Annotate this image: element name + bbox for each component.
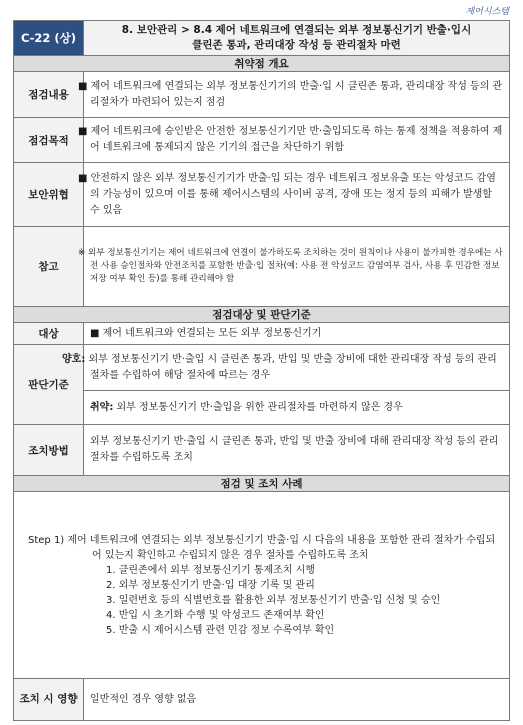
objective-label: 점검목적 <box>14 118 84 163</box>
judge-weak-row <box>14 391 510 425</box>
action-label: 조치방법 <box>14 425 84 476</box>
case-item-4: 4. 반입 시 초기화 수행 및 악성코드 존재여부 확인 <box>106 609 325 621</box>
checklist-table <box>13 20 510 721</box>
weak-prefix: 취약: <box>90 401 114 413</box>
note-label: 참고 <box>14 227 84 307</box>
item-title <box>84 21 510 56</box>
case-item-2: 2. 외부 정보통신기기 반출·입 대장 기록 및 관리 <box>106 579 315 591</box>
objective-row <box>14 118 510 163</box>
judge-good-row <box>14 345 510 391</box>
threat-text: ■ 안전하지 않은 외부 정보통신기기가 반출·입 되는 경우 네트워크 정보유출 또는 악성코드 감염의 가능성이 있으며 이를 통해 제어시스템의 사이버 공격, 장애 또는 정지 등의 피해가 발생할 수 있음 <box>84 163 510 227</box>
good-prefix: 양호: <box>62 353 86 365</box>
threat-label: 보안위협 <box>14 163 84 227</box>
action-row <box>14 425 510 476</box>
weak-text: 외부 정보통신기기 반·출입을 위한 관리절차를 마련하지 않은 경우 <box>113 401 403 413</box>
good-text: 외부 정보통신기기 반·출입 시 클린존 통과, 반입 및 반출 장비에 대한 관리대장 작성 등의 관리절차를 수립하여 해당 절차에 따르는 경우 <box>85 353 497 381</box>
note-row <box>14 227 510 307</box>
cases-body <box>14 492 510 679</box>
impact-row <box>14 679 510 721</box>
threat-row <box>14 163 510 227</box>
impact-text: 일반적인 경우 영향 없음 <box>84 679 510 721</box>
action-text: 외부 정보통신기기 반·출입 시 클린존 통과, 반입 및 반출 장비에 대해 관리대장 작성 등의 관리절차를 수립하도록 조치 <box>84 425 510 476</box>
judge-weak <box>84 391 510 425</box>
objective-text: ■ 제어 네트워크에 승인받은 안전한 정보통신기기만 반·출입되도록 하는 통제 정책을 적용하여 제어 네트워크에 통제되지 않은 기기의 접근을 차단하기 위함 <box>84 118 510 163</box>
judge-good <box>62 345 510 391</box>
case-item-5: 5. 반출 시 제어시스템 관련 민감 정보 수록여부 확인 <box>106 624 335 636</box>
item-header-row <box>14 21 510 56</box>
section-overview-heading: 취약점 개요 <box>14 56 510 72</box>
case-item-3: 3. 일련번호 등의 식별번호를 활용한 외부 정보통신기기 반출·입 신청 및 승인 <box>106 594 441 606</box>
impact-label: 조치 시 영향 <box>14 679 84 721</box>
item-title-line2: 클린존 통과, 관리대장 작성 등 관리절차 마련 <box>192 39 401 51</box>
case-step-1: Step 1) 제어 네트워크에 연결되는 외부 정보통신기기 반출·입 시 다음의 내용을 포함한 관리 절차가 수립되어 있는지 확인하고 수립되지 않은 경우 절차를 수립하도록 조치 <box>28 534 496 561</box>
item-code: C-22 (상) <box>14 21 84 56</box>
cases-row <box>14 492 510 679</box>
note-text: ※ 외부 정보통신기기는 제어 네트워크에 연결이 불가하도록 조치하는 것이 원칙이나 사용이 불가피한 경우에는 사전 사용 승인절차와 안전조치를 포함한 반출·입 절차(예: 사용 전 악성코드 감염여부 검사, 사용 후 민감한 정보 저장 여부 확인 등)를 통해 관리해야 함 <box>84 227 510 307</box>
purpose-row <box>14 72 510 118</box>
running-header: 제어시스템 <box>465 7 509 17</box>
item-title-line1: 8. 보안관리 > 8.4 제어 네트워크에 연결되는 외부 정보통신기기 반출·입시 <box>121 24 472 36</box>
target-text: ■ 제어 네트워크와 연결되는 모든 외부 정보통신기기 <box>84 323 510 345</box>
purpose-text: ■ 제어 네트워크에 연결되는 외부 정보통신기기의 반출·입 시 클린존 통과, 관리대장 작성 등의 관리절차가 마련되어 있는지 점검 <box>84 72 510 118</box>
judge-label: 판단기준 <box>14 345 84 425</box>
target-label: 대상 <box>14 323 84 345</box>
case-item-1: 1. 클린존에서 외부 정보통신기기 통제조치 시행 <box>106 564 315 576</box>
section-cases-heading: 점검 및 조치 사례 <box>14 476 510 492</box>
section-criteria-heading: 점검대상 및 판단기준 <box>14 307 510 323</box>
target-row <box>14 323 510 345</box>
purpose-label: 점검내용 <box>14 72 84 118</box>
